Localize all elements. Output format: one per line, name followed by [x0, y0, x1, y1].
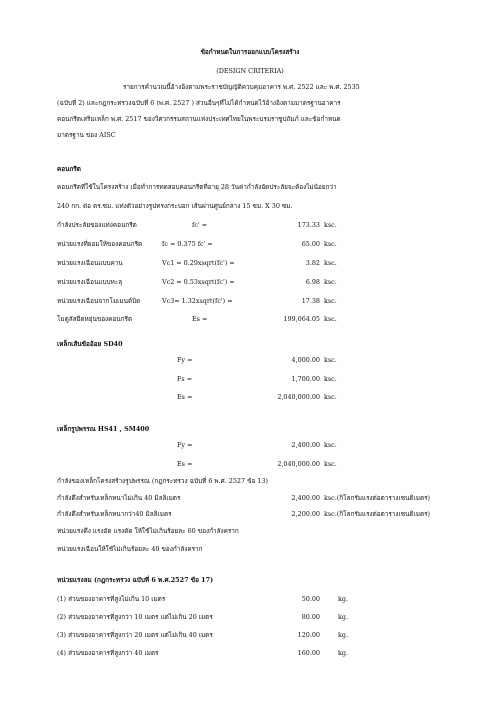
- concrete-row-value: 17.38: [301, 297, 320, 305]
- rebar-row-symbol: Fs =: [177, 375, 193, 383]
- windload-row-label: (2) ส่วนของอาคารที่สูงกว่า 10 เมตร แต่ไม่เกิน 20 เมตร: [57, 613, 213, 621]
- concrete-row-formula: Vc2 = 0.53xsqrt(fc') =: [162, 278, 235, 286]
- concrete-row-value: 6.98: [305, 278, 320, 286]
- steel-heading: เหล็กรูปพรรณ HS41 , SM400: [57, 425, 150, 433]
- steel-strength-note: กำลังของเหล็กโครงสร้างรูปพรรณ (กฎกระทรวง ฉบับที่ 6 พ.ศ. 2527 ข้อ 13): [57, 477, 268, 485]
- concrete-row-value: 65.00: [301, 240, 320, 248]
- windload-row-label: (3) ส่วนของอาคารที่สูงกว่า 20 เมตร แต่ไม่เกิน 40 เมตร: [57, 631, 213, 639]
- windload-heading: หน่วยแรงลม (กฎกระทรวง ฉบับที่ 6 พ.ศ.2527 ข้อ 17): [57, 576, 214, 584]
- windload-row-unit: kg.: [338, 631, 348, 639]
- intro-line: มาตรฐาน ของ AISC: [57, 131, 116, 139]
- intro-line: รายการคำนวณนี้อ้างอิงตามพระราชบัญญัติควบคุมอาคาร พ.ศ. 2522 และ พ.ศ. 2535: [123, 83, 360, 91]
- steel-row-unit: ksc.: [324, 441, 337, 449]
- windload-row-unit: kg.: [338, 649, 348, 657]
- concrete-row-unit: ksc.: [324, 297, 337, 305]
- rebar-row-unit: ksc.: [324, 356, 337, 364]
- intro-line: คอนกรีตเสริมเหล็ก พ.ศ. 2517 ของวิศวกรรมสถานแห่งประเทศไทยในพระบรมราชูปถัมภ์ และข้อกำหนด: [57, 115, 341, 123]
- concrete-row-unit: ksc.: [324, 240, 337, 248]
- concrete-row-formula: Es =: [192, 315, 208, 323]
- steel-row-symbol: Fy =: [177, 441, 193, 449]
- rebar-row-unit: ksc.: [324, 393, 337, 401]
- concrete-row-unit: ksc.: [324, 315, 337, 323]
- concrete-row-formula: Vc1 = 0.29xsqrt(fc') =: [162, 259, 235, 267]
- rebar-row-value: 4,000.00: [291, 356, 320, 364]
- tension-row-label: กำลังดึงสำหรับเหล็กหนากว่า40 มิลลิเมตร: [57, 510, 172, 518]
- concrete-row-label: หน่วยแรงที่ยอมให้ของคอนกรีต: [57, 240, 143, 248]
- windload-row-label: (1) ส่วนของอาคารที่สูงไม่เกิน 10 เมตร: [57, 595, 166, 603]
- windload-row-value: 160.00: [297, 649, 320, 657]
- concrete-row-label: กำลังประลัยของแท่งคอนกรีต: [57, 221, 137, 229]
- document-title: ข้อกำหนดในการออกแบบโครงสร้าง: [200, 48, 300, 56]
- concrete-heading: คอนกรีต: [57, 165, 81, 173]
- concrete-desc-line: คอนกรีตที่ใช้ในโครงสร้าง เมื่อทำการทดสอบคอนกรีตที่อายุ 28 วันค่ากำลังอัดประลัยจะต้องไม่น้อยกว่า: [57, 183, 337, 191]
- stress-note-line: หน่วยแรงเฉือนให้ใช้ไม่เกินร้อยละ 40 ของกำลังคราก: [57, 545, 203, 553]
- steel-row-value: 2,400.00: [291, 441, 320, 449]
- rebar-row-unit: ksc.: [324, 375, 337, 383]
- concrete-row-label: หน่วยแรงเฉือนจากโมเมนต์บิด: [57, 297, 141, 305]
- tension-row-unit: ksc.(กิโลกรัมแรงต่อตารางเซนติเมตร): [324, 510, 431, 518]
- concrete-row-formula: fc = 0.375 fc' =: [162, 240, 213, 248]
- tension-row-label: กำลังดึงสำหรับเหล็กหนาไม่เกิน 40 มิลลิเมตร: [57, 494, 181, 502]
- rebar-row-symbol: Es =: [177, 393, 193, 401]
- concrete-row-label: หน่วยแรงเฉือนแบบคาน: [57, 259, 123, 267]
- concrete-desc-line: 240 กก. ต่อ ตร.ซม. แท่งตัวอย่างรูปทรงกระบอก เส้นผ่านศูนย์กลาง 15 ซม. X 30 ซม.: [57, 202, 293, 210]
- steel-row-symbol: Es =: [177, 460, 193, 468]
- concrete-row-formula: fc' =: [192, 221, 208, 229]
- windload-row-label: (4) ส่วนของอาคารที่สูงกว่า 40 เมตร: [57, 649, 159, 657]
- windload-row-value: 80.00: [301, 613, 320, 621]
- rebar-row-symbol: Fy =: [177, 356, 193, 364]
- windload-row-value: 120.00: [297, 631, 320, 639]
- rebar-heading: เหล็กเส้นข้ออ้อย SD40: [57, 340, 123, 348]
- windload-row-unit: kg.: [338, 613, 348, 621]
- concrete-row-value: 3.82: [305, 259, 320, 267]
- tension-row-value: 2,200.00: [291, 510, 320, 518]
- intro-line: (ฉบับที่ 2) และกฎกระทรวงฉบับที่ 6 (พ.ศ. 2527 ) ส่วนอื่นๆที่ไม่ได้กำหนดไว้อ้างอิงตามมาตรฐานอาคาร: [57, 99, 341, 107]
- steel-row-unit: ksc.: [324, 460, 337, 468]
- concrete-row-label: โมดูลัสยืดหยุ่นของคอนกรีต: [57, 315, 133, 323]
- concrete-row-formula: Vc3= 1.32xsqrt(fc') =: [162, 297, 233, 305]
- steel-row-value: 2,040,000.00: [277, 460, 320, 468]
- concrete-row-value: 199,064.05: [283, 315, 320, 323]
- windload-row-unit: kg.: [338, 595, 348, 603]
- concrete-row-unit: ksc.: [324, 221, 337, 229]
- windload-row-value: 50.00: [301, 595, 320, 603]
- concrete-row-unit: ksc.: [324, 259, 337, 267]
- concrete-row-unit: ksc.: [324, 278, 337, 286]
- tension-row-unit: ksc.(กิโลกรัมแรงต่อตารางเซนติเมตร): [324, 494, 431, 502]
- rebar-row-value: 2,040,000.00: [277, 393, 320, 401]
- concrete-row-value: 173.33: [297, 221, 320, 229]
- stress-note-line: หน่วยแรงดึง แรงอัด แรงดัด ให้ใช้ไม่เกินร้อยละ 60 ของกำลังคราก: [57, 527, 239, 535]
- tension-row-value: 2,400.00: [291, 494, 320, 502]
- rebar-row-value: 1,700.00: [291, 375, 320, 383]
- document-subtitle: (DESIGN CRITERIA): [216, 67, 284, 75]
- concrete-row-label: หน่วยแรงเฉือนแบบทะลุ: [57, 278, 123, 286]
